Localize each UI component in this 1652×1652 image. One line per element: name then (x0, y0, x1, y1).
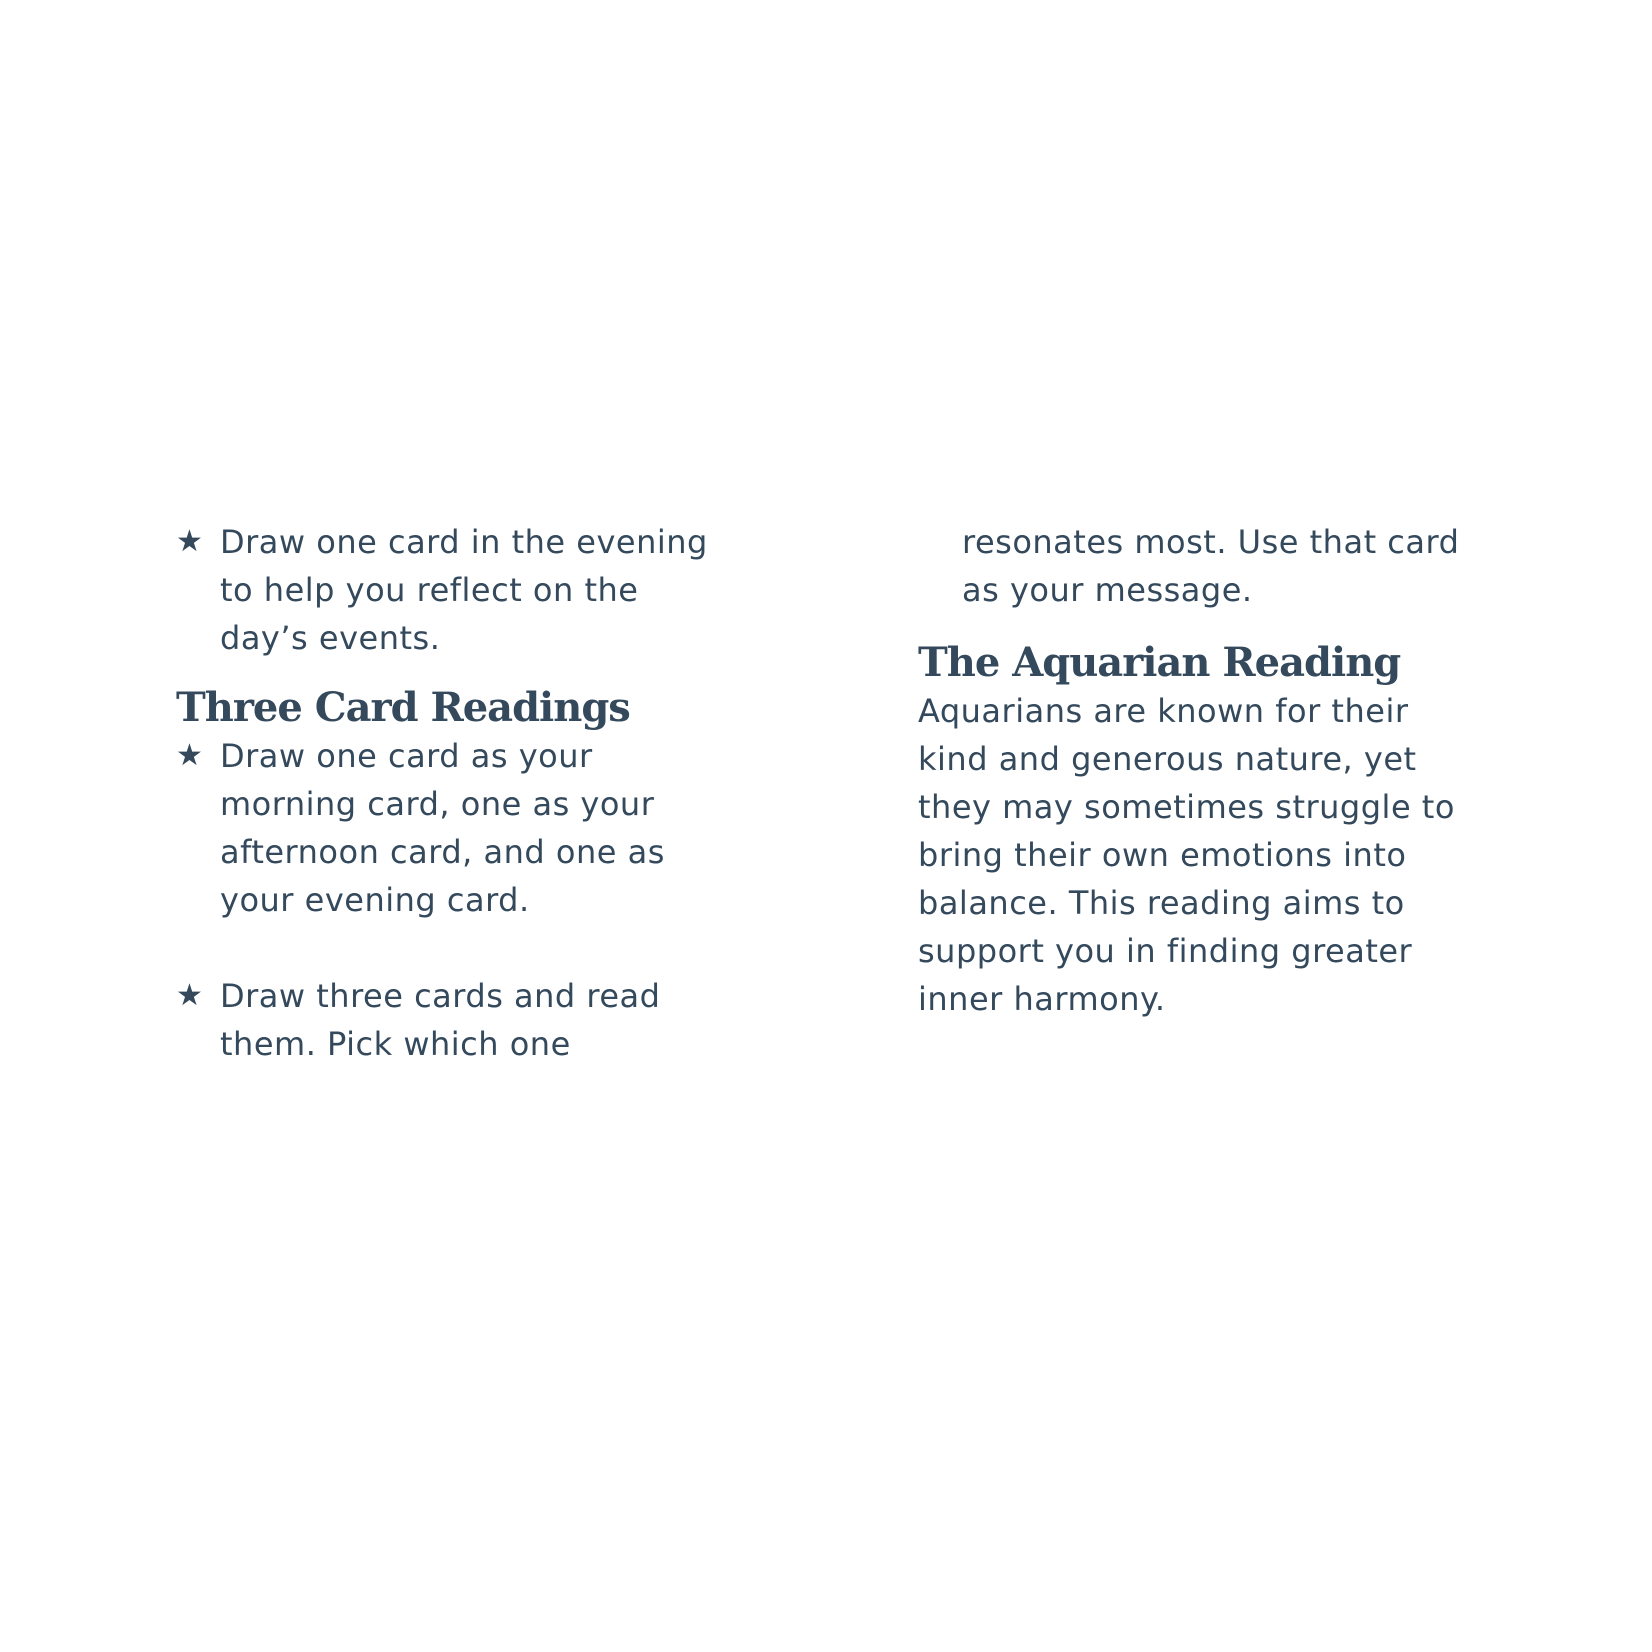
continuation-line: resonates most. Use that card (962, 523, 1460, 561)
bullet-line: afternoon card, and one as (220, 833, 665, 871)
bullet-continuation (918, 518, 1478, 614)
paragraph-line: support you in finding greater (918, 932, 1413, 970)
bullet-line: them. Pick which one (220, 1025, 571, 1063)
paragraph-line: kind and generous nature, yet (918, 740, 1417, 778)
bullet-line: Draw three cards and read (220, 977, 661, 1015)
right-column (918, 518, 1478, 1023)
continuation-line: as your message. (962, 571, 1253, 609)
bullet-three-cards (176, 972, 736, 1068)
bullet-evening-card (176, 518, 736, 662)
aquarian-paragraph (918, 687, 1478, 1023)
paragraph-line: Aquarians are known for their (918, 692, 1409, 730)
bullet-line: your evening card. (220, 881, 530, 919)
bullet-morning-afternoon-evening (176, 732, 736, 924)
paragraph-line: balance. This reading aims to (918, 884, 1405, 922)
left-column (176, 518, 736, 1068)
star-icon: ★ (176, 524, 203, 559)
paragraph-line: inner harmony. (918, 980, 1166, 1018)
star-icon: ★ (176, 978, 203, 1013)
paragraph-line: bring their own emotions into (918, 836, 1407, 874)
paragraph-line: they may sometimes struggle to (918, 788, 1455, 826)
star-icon: ★ (176, 738, 203, 773)
bullet-line: morning card, one as your (220, 785, 655, 823)
bullet-line: to help you reflect on the (220, 571, 639, 609)
bullet-line: Draw one card in the evening (220, 523, 708, 561)
bullet-line: Draw one card as your (220, 737, 593, 775)
bullet-line: day’s events. (220, 619, 441, 657)
section-heading-aquarian-reading: The Aquarian Reading (918, 639, 1401, 686)
section-heading-three-card-readings: Three Card Readings (176, 684, 630, 731)
